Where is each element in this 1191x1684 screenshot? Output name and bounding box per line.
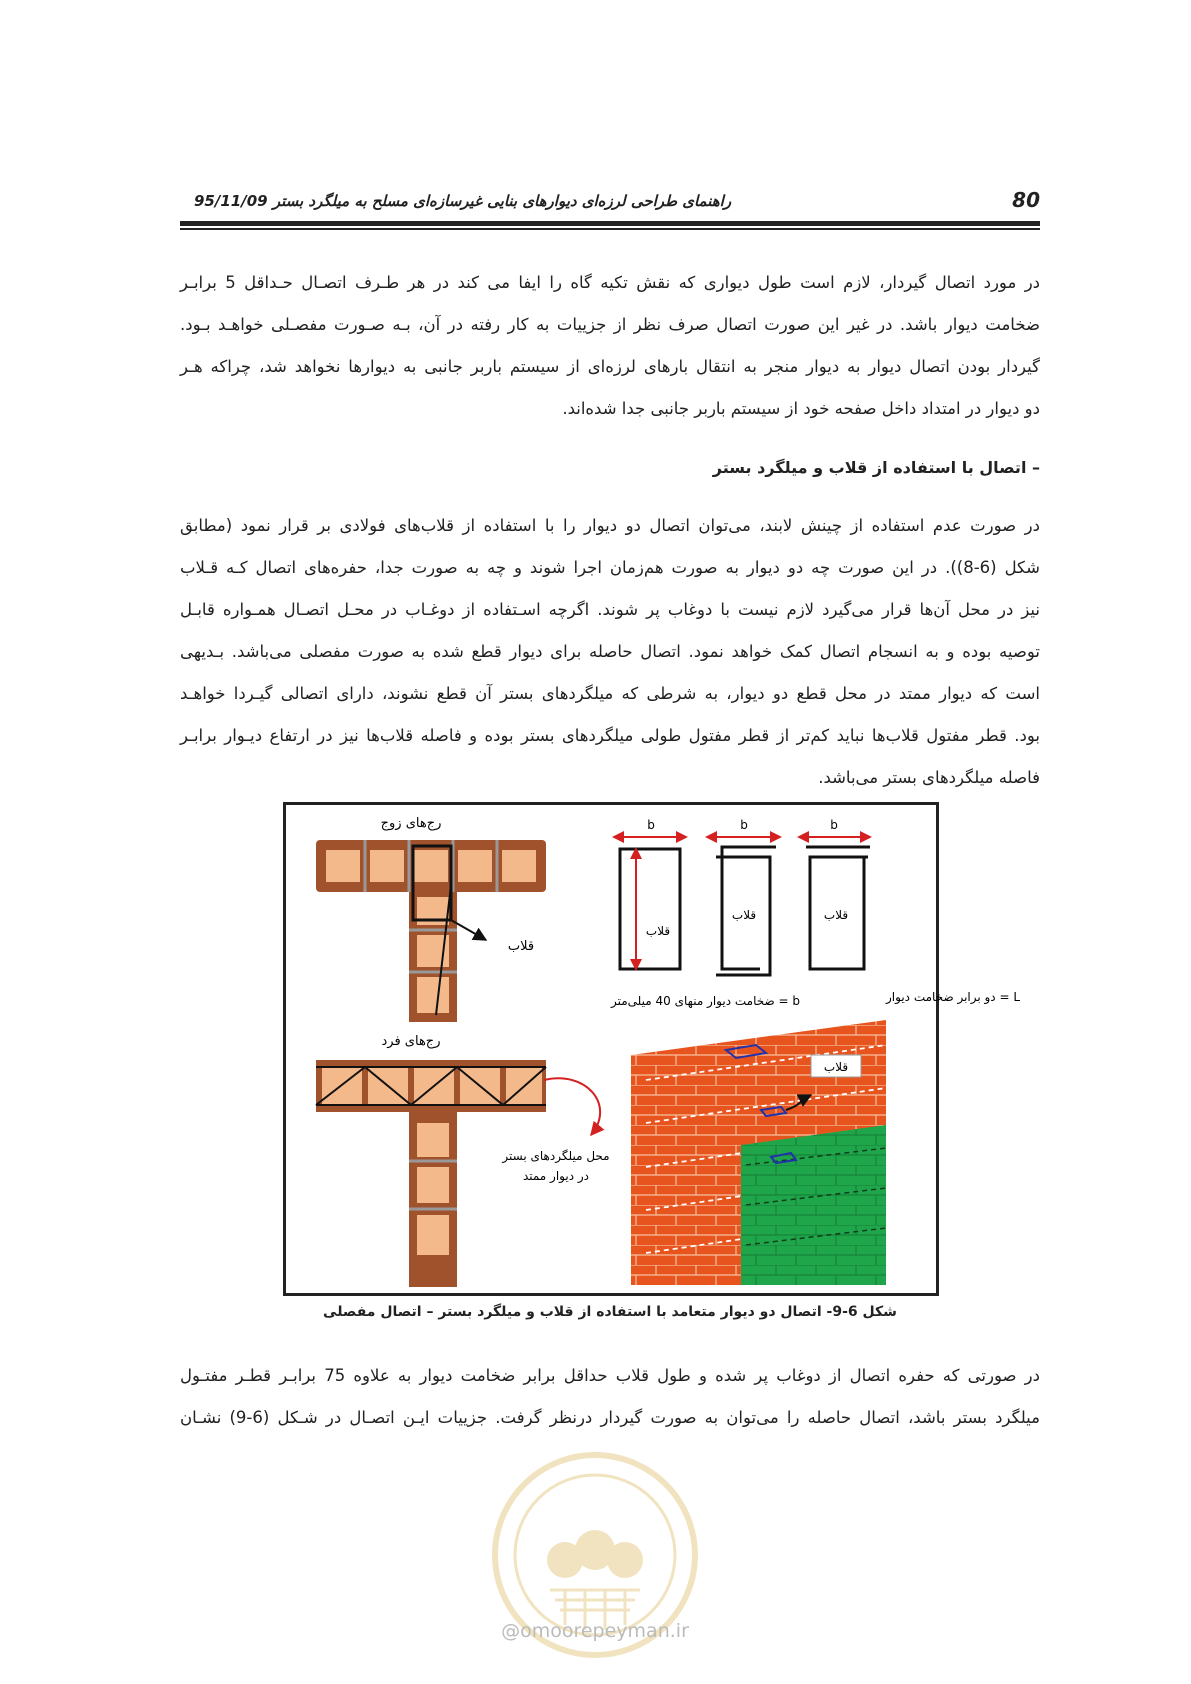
label-b-2: b <box>740 818 748 832</box>
paragraph-3 <box>180 1355 1040 1439</box>
running-title-text: راهنمای طراحی لرزه‌ای دیوارهای بنایی غیرسازه‌ای مسلح به میلگرد بستر <box>272 192 732 210</box>
paragraph-2 <box>180 505 1040 799</box>
label-odd-courses: رج‌های فرد <box>381 1034 441 1049</box>
header-rule-thin <box>180 228 1040 230</box>
figure-caption: شکل 6-9- اتصال دو دیوار متعامد با استفاده از قلاب و میلگرد بستر – اتصال مفصلی <box>323 1304 897 1320</box>
paragraph-line: در صورت عدم استفاده از چینش لابند، می‌توان اتصال دو دیوار را با استفاده از قلاب‌های فولادی بر قرار نمود (مطابق <box>180 516 1040 535</box>
section-subheading: – اتصال با استفاده از قلاب و میلگرد بستر <box>712 458 1040 477</box>
watermark-text: @omoorepeyman.ir <box>501 1620 689 1642</box>
running-title <box>180 192 731 210</box>
paragraph-line: شکل (6-8)). در این صورت چه دو دیوار به صورت هم‌زمان اجرا شوند و چه به صورت جدا، حفره‌های اتصال کـه قـلاب <box>180 558 1040 577</box>
even-course-plan <box>316 840 546 1022</box>
label-hook-2: قلاب <box>731 908 757 922</box>
paragraph-line: در مورد اتصال گیردار، لازم است طول دیواری که نقش تکیه گاه را ایفا می کند در هر طـرف اتصـال حـداقل 5 برابـر <box>180 273 1041 292</box>
label-l-definition: L = دو برابر ضخامت دیوار <box>886 990 1021 1004</box>
odd-course-plan <box>316 1060 546 1287</box>
wall-3d-view <box>631 1020 886 1285</box>
label-b-3: b <box>830 818 838 832</box>
hook-detail-3 <box>803 818 870 969</box>
paragraph-line: دو دیوار در امتداد داخل صفحه خود از سیستم باربر جانبی جدا شده‌اند. <box>562 399 1040 418</box>
label-bed-reinforcement-2: در دیوار ممتد <box>522 1169 590 1183</box>
header-rule-thick <box>180 221 1040 226</box>
paragraph-line: گیردار بودن اتصال دیوار به دیوار منجر به انتقال بارهای لرزه‌ای از سیستم باربر جانبی به دیوارها نخواهد شد، چراکه هـر <box>180 357 1040 376</box>
label-b-definition: b = ضخامت دیوار منهای 40 میلی‌متر <box>611 994 800 1008</box>
label-hook-3: قلاب <box>823 908 849 922</box>
paragraph-line: است که دیوار ممتد در محل قطع دو دیوار، به شرطی که میلگردهای بستر آن قطع نشوند، دارای اتصالی گیـردا خواهـد <box>180 684 1040 703</box>
paragraph-line: بود. قطر مفتول قلاب‌ها نباید کم‌تر از قطر مفتول طولی میلگردهای بستر بوده و فاصله قلاب‌ها نیز در ارتفاع دیـوار برابـر <box>180 726 1040 745</box>
paragraph-1 <box>180 262 1040 430</box>
label-bed-reinforcement-1: محل میلگردهای بستر <box>502 1149 610 1163</box>
label-hook-3d: قلاب <box>823 1060 849 1074</box>
label-hook-plan: قلاب <box>507 939 535 954</box>
paragraph-line: نیز در محل آن‌ها قرار می‌گیرد لازم نیست با دوغاب پر شوند. اگرچه اسـتفاده از دوغـاب در محـل اتصـال همـواره قابـل <box>180 600 1040 619</box>
figure-drawing <box>286 805 1021 1293</box>
bed-reinforcement-arrow <box>544 1078 600 1135</box>
paragraph-line: توصیه بوده و به انسجام اتصال کمک خواهد نمود. اتصال حاصله برای دیوار قطع شده به صورت مفصلی می‌باشد. بـدیهی <box>180 642 1040 661</box>
page-number: 80 <box>1012 188 1040 212</box>
page-header <box>180 188 1040 216</box>
running-title-date: 95/11/09 <box>194 192 268 210</box>
paragraph-line: در صورتی که حفره اتصال از دوغاب پر شده و طول قلاب حداقل برابر ضخامت دیوار به علاوه 75 برابـر قطـر مفتـول <box>180 1366 1040 1385</box>
paragraph-line: میلگرد بستر باشد، اتصال حاصله را می‌توان به صورت گیردار درنظر گرفت. جزییات ایـن اتصـال در شـکل (6-9) نشـان <box>180 1408 1040 1427</box>
hook-detail-1 <box>618 818 682 969</box>
figure-wall-connection <box>283 802 1021 1296</box>
label-b-1: b <box>647 818 655 832</box>
hook-detail-2 <box>711 818 776 975</box>
paragraph-line: فاصله میلگردهای بستر می‌باشد. <box>818 768 1040 787</box>
paragraph-line: ضخامت دیوار باشد. در غیر این صورت اتصال صرف نظر از جزییات به کار رفته در آن، بـه صـورت مفصـلی خواهـد بـود. <box>180 315 1040 334</box>
label-hook-1: قلاب <box>645 924 671 938</box>
label-even-courses: رج‌های زوج <box>380 816 442 831</box>
